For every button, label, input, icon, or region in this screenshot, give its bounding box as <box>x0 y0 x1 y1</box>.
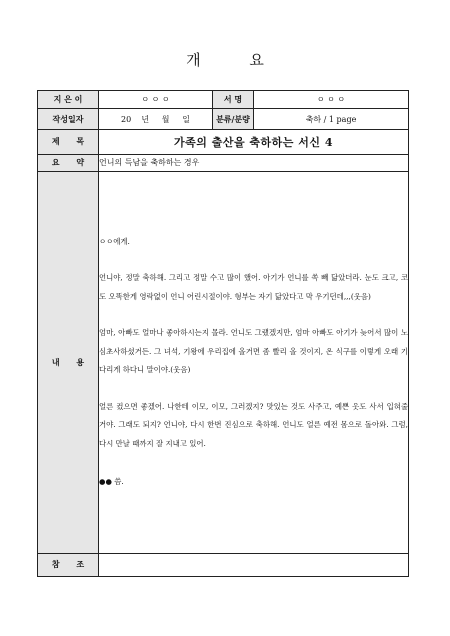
letter-paragraph-3: 얼른 컸으면 좋겠어. 나한테 이모, 이모, 그러겠지? 맛있는 것도 사주고, 예쁜 옷도 사서 입혀줄 거야. 그래도 되지? 언니야, 다시 한번 진심으로 축하해. 언니도 얼른 예전 몸으로 돌아와. 그럼, 다시 만날 때까지 잘 지내고 있어. <box>99 401 408 448</box>
author-row <box>38 91 409 109</box>
content-row <box>38 171 409 553</box>
signature-label: 서 명 <box>213 91 254 109</box>
signature-value: ㅇ ㅇ ㅇ <box>254 91 409 109</box>
letter-greeting: ㅇㅇ에게. <box>99 236 130 246</box>
subject-value: 가족의 출산을 축하하는 서신 4 <box>99 130 409 154</box>
author-value: ㅇ ㅇ ㅇ <box>99 91 213 109</box>
category-label: 분류/분량 <box>213 109 254 130</box>
reference-value <box>99 553 409 576</box>
author-label: 지 은 이 <box>38 91 99 109</box>
date-row <box>38 109 409 130</box>
letter-body <box>99 171 409 553</box>
summary-label: 요 약 <box>38 154 99 171</box>
date-value: 20 년 월 일 <box>99 109 213 130</box>
letter-paragraph-1: 언니야, 정말 축하해. 그리고 정말 수고 많이 했어. 아기가 언니를 쏙 빼 닮았더라. 눈도 크고, 코도 오똑한게 영락없이 언니 어린시절이야. 형부는 자기 닮았다고 막 우기던데,,,(웃음) <box>99 273 408 301</box>
date-label: 작성일자 <box>38 109 99 130</box>
subject-row <box>38 130 409 154</box>
summary-value: 언니의 득남을 축하하는 경우 <box>99 154 409 171</box>
reference-row <box>38 553 409 576</box>
category-value: 축하 / 1 page <box>254 109 409 130</box>
document-title: 개 요 <box>186 51 286 69</box>
subject-label: 제 목 <box>38 130 99 154</box>
summary-row <box>38 154 409 171</box>
form-table <box>37 90 409 577</box>
content-label: 내 용 <box>38 171 99 553</box>
letter-paragraph-2: 엄마, 아빠도 얼마나 좋아하시는지 몰라. 언니도 그랬겠지만, 엄마 아빠도 아기가 늦어서 많이 노심초사하셨거든. 그 녀석, 기왕에 우리집에 올거면 좀 빨리 올 것이지, 온 식구를 이렇게 오래 기다리게 하다니 말이야.(웃음) <box>99 328 408 375</box>
reference-label: 참 조 <box>38 553 99 576</box>
letter-closing: ●● 씀. <box>99 477 124 487</box>
